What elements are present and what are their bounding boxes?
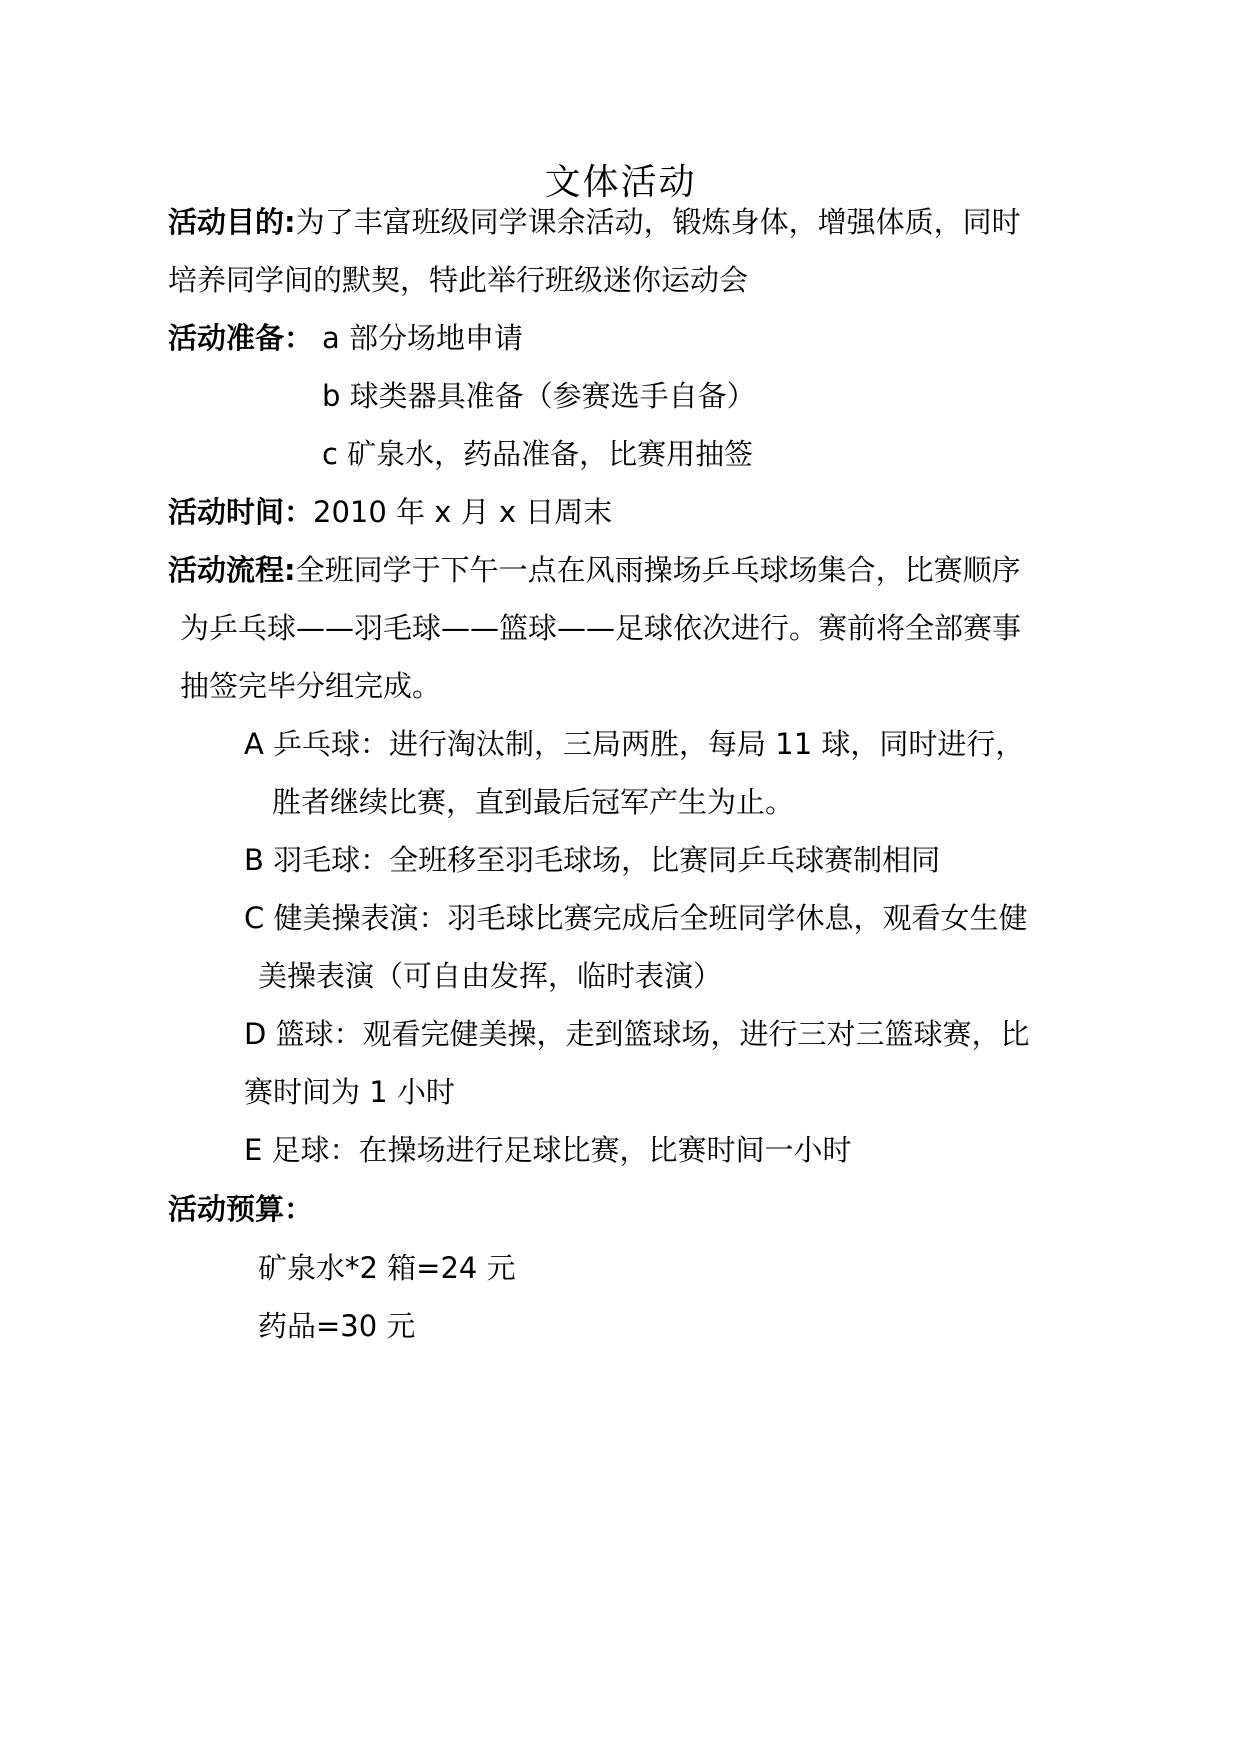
preparation-item-a: a 部分场地申请 — [322, 321, 523, 355]
process-line-1 — [168, 548, 1021, 592]
process-text-3: 抽签完毕分组完成。 — [180, 669, 442, 703]
purpose-text-2: 培养同学间的默契，特此举行班级迷你运动会 — [168, 263, 749, 297]
time-text: 2010 年 x 月 x 日周末 — [313, 495, 613, 529]
event-d-line-2: 赛时间为 1 小时 — [244, 1075, 455, 1109]
event-a-line-1: A 乒乓球：进行淘汰制，三局两胜，每局 11 球，同时进行， — [244, 727, 1025, 761]
preparation-item-c: c 矿泉水，药品准备，比赛用抽签 — [322, 437, 754, 471]
event-a-line-2: 胜者继续比赛，直到最后冠军产生为止。 — [272, 785, 795, 819]
preparation-item-b: b 球类器具准备（参赛选手自备） — [322, 379, 756, 413]
event-e-line-1: E 足球：在操场进行足球比赛，比赛时间一小时 — [244, 1133, 852, 1167]
budget-label: 活动预算： — [168, 1192, 314, 1226]
document-title: 文体活动 — [544, 162, 697, 203]
event-d-line-1: D 篮球：观看完健美操，走到篮球场，进行三对三篮球赛，比 — [244, 1017, 1030, 1051]
preparation-label: 活动准备： — [168, 321, 314, 355]
event-b-line-1: B 羽毛球：全班移至羽毛球场，比赛同乒乓球赛制相同 — [244, 843, 941, 877]
purpose-label: 活动目的: — [168, 205, 296, 239]
time-label: 活动时间： — [168, 495, 314, 529]
purpose-text-1: 为了丰富班级同学课余活动，锻炼身体，增强体质，同时 — [295, 205, 1021, 239]
purpose-line-1 — [168, 200, 1021, 244]
event-c-line-2: 美操表演（可自由发挥，临时表演） — [258, 959, 723, 993]
time-line — [168, 490, 612, 534]
process-text-1: 全班同学于下午一点在风雨操场乒乓球场集合，比赛顺序 — [295, 553, 1021, 587]
process-text-2: 为乒乓球——羽毛球——篮球——足球依次进行。赛前将全部赛事 — [180, 611, 1022, 645]
event-c-line-1: C 健美操表演：羽毛球比赛完成后全班同学休息，观看女生健 — [244, 901, 1028, 935]
budget-item-water: 矿泉水*2 箱=24 元 — [258, 1251, 516, 1285]
budget-item-medicine: 药品=30 元 — [258, 1309, 416, 1343]
process-label: 活动流程: — [168, 553, 296, 587]
